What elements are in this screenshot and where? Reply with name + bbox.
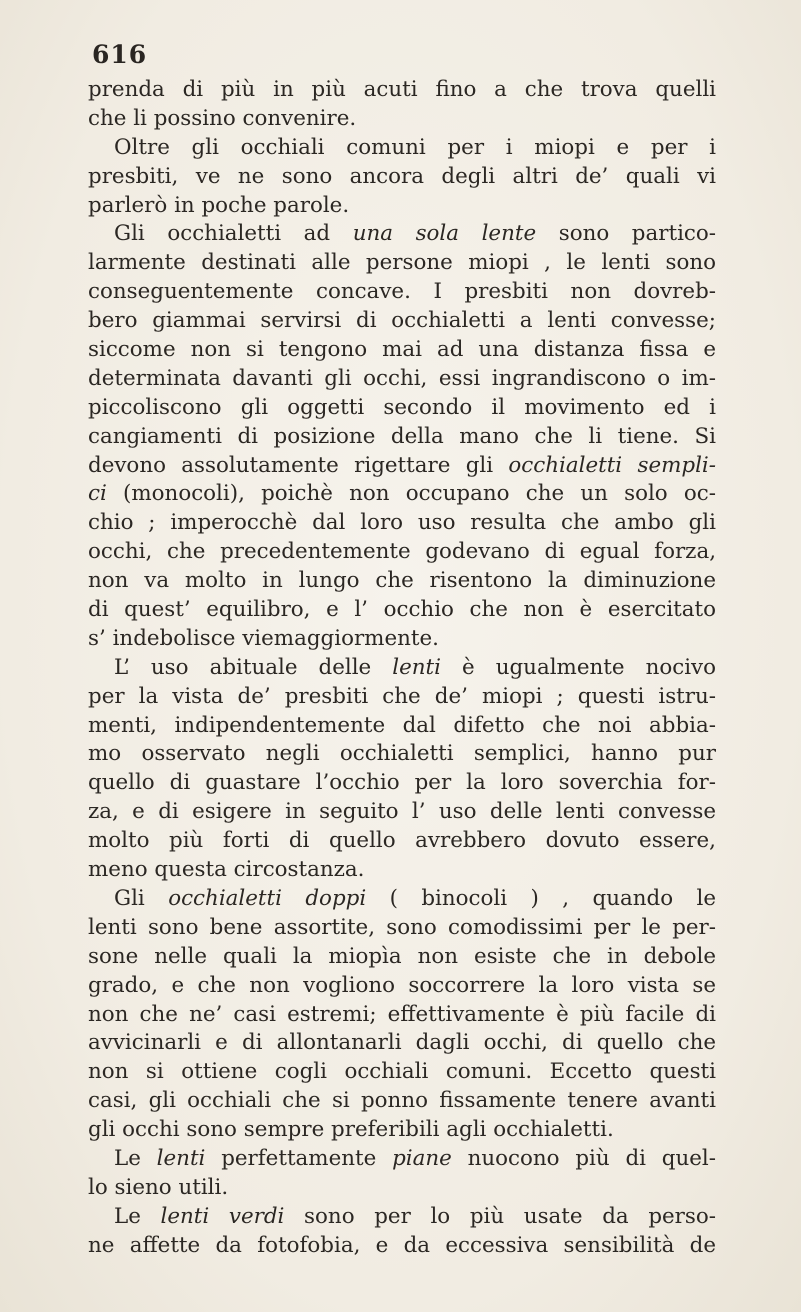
text-line	[88, 856, 716, 885]
text-line	[88, 423, 716, 452]
text-run: grado, e che non vogliono soccorrere la loro vista se	[88, 972, 716, 998]
text-line	[88, 885, 716, 914]
italic-text: occhialetti doppi	[168, 885, 367, 911]
text-line	[88, 1116, 716, 1145]
page-number: 616	[92, 40, 148, 69]
text-run: siccome non si tengono mai ad una distanza fissa e	[88, 337, 716, 363]
text-run: devono assolutamente rigettare gli	[88, 452, 509, 478]
text-run: determinata davanti gli occhi, essi ingrandiscono o im-	[88, 365, 716, 391]
text-line	[88, 452, 716, 481]
text-line	[88, 220, 716, 249]
text-line	[88, 249, 716, 278]
text-line	[88, 654, 716, 683]
text-line	[88, 509, 716, 538]
text-run: non si ottiene cogli occhiali comuni. Eccetto questi	[88, 1059, 716, 1085]
italic-text: ci	[88, 481, 107, 507]
text-run: avvicinarli e di allontanarli dagli occhi, di quello che	[88, 1030, 716, 1056]
text-run: ( binocoli ) , quando le	[366, 885, 716, 911]
text-run: lenti sono bene assortite, sono comodissimi per le per-	[88, 914, 716, 940]
text-line	[88, 365, 716, 394]
text-run: gli occhi sono sempre preferibili agli occhialetti.	[88, 1117, 614, 1143]
text-line	[88, 1087, 716, 1116]
italic-text: una sola lente	[352, 221, 537, 247]
italic-text: lenti verdi	[160, 1203, 285, 1229]
text-run: Oltre gli occhiali comuni per i miopi e per i	[114, 134, 716, 160]
text-run: mo osservato negli occhialetti semplici, hanno pur	[88, 741, 716, 767]
text-line	[88, 192, 716, 221]
text-run: bero giammai servirsi di occhialetti a lenti convesse;	[88, 308, 716, 334]
text-line	[88, 1174, 716, 1203]
text-run: occhi, che precedentemente godevano di egual forza,	[88, 539, 716, 565]
text-run: che li possino convenire.	[88, 105, 357, 131]
text-run: Le	[114, 1145, 157, 1171]
text-line	[88, 567, 716, 596]
text-run: non che ne’ casi estremi; effettivamente è più facile di	[88, 1001, 716, 1027]
text-run: L’ uso abituale delle	[114, 654, 393, 680]
text-run: non va molto in lungo che risentono la diminuzione	[88, 568, 716, 594]
text-run: menti, indipendentemente dal difetto che noi abbia-	[88, 712, 716, 738]
text-line	[88, 134, 716, 163]
text-run: di quest’ equilibro, e l’ occhio che non è esercitato	[88, 597, 716, 623]
text-line	[88, 336, 716, 365]
text-line	[88, 1203, 716, 1232]
italic-text: lenti	[156, 1145, 206, 1171]
text-line	[88, 1145, 716, 1174]
text-run: sono per lo più usate da perso-	[284, 1203, 716, 1229]
text-run: per la vista de’ presbiti che de’ miopi ; questi istru-	[88, 683, 716, 709]
body-text	[88, 76, 716, 1261]
text-run: Le	[114, 1203, 161, 1229]
text-run: ne affette da fotofobia, e da eccessiva sensibilità de	[88, 1232, 716, 1258]
text-run: lo sieno utili.	[88, 1174, 229, 1200]
text-run: s’ indebolisce viemaggiormente.	[88, 625, 439, 651]
text-line	[88, 278, 716, 307]
text-run: perfettamente	[205, 1145, 393, 1171]
text-line	[88, 1029, 716, 1058]
text-run: piccoliscono gli oggetti secondo il movimento ed i	[88, 394, 716, 420]
text-run: quello di guastare l’occhio per la loro soverchia for-	[88, 770, 716, 796]
text-line	[88, 740, 716, 769]
text-line	[88, 943, 716, 972]
text-run: molto più forti di quello avrebbero dovuto essere,	[88, 828, 716, 854]
text-run: Gli occhialetti ad	[114, 221, 353, 247]
text-line	[88, 1058, 716, 1087]
text-run: za, e di esigere in seguito l’ uso delle lenti convesse	[88, 799, 716, 825]
text-run: Gli	[114, 885, 169, 911]
text-line	[88, 596, 716, 625]
text-line	[88, 798, 716, 827]
text-run: casi, gli occhiali che si ponno fissamente tenere avanti	[88, 1088, 716, 1114]
italic-text: piane	[392, 1145, 452, 1171]
text-line	[88, 914, 716, 943]
text-line	[88, 394, 716, 423]
text-run: (monocoli), poichè non occupano che un solo oc-	[106, 481, 716, 507]
text-line	[88, 76, 716, 105]
text-run: parlerò in poche parole.	[88, 192, 350, 218]
text-run: meno questa circostanza.	[88, 857, 365, 883]
text-line	[88, 625, 716, 654]
text-line	[88, 480, 716, 509]
text-line	[88, 1001, 716, 1030]
text-run: presbiti, ve ne sono ancora degli altri de’ quali vi	[88, 163, 716, 189]
text-run: nuocono più di quel-	[451, 1145, 717, 1171]
text-line	[88, 683, 716, 712]
text-run: cangiamenti di posizione della mano che li tiene. Si	[88, 423, 716, 449]
text-run: sono partico-	[536, 221, 716, 247]
text-line	[88, 105, 716, 134]
text-run: prenda di più in più acuti fino a che trova quelli	[88, 77, 716, 102]
text-run: sone nelle quali la miopìa non esiste che in debole	[88, 943, 716, 969]
text-line	[88, 1232, 716, 1261]
text-run: larmente destinati alle persone miopi , le lenti sono	[88, 250, 716, 276]
italic-text: lenti	[392, 654, 441, 680]
text-run: chio ; imperocchè dal loro uso resulta che ambo gli	[88, 510, 716, 536]
text-run: è ugualmente nocivo	[440, 654, 717, 680]
text-line	[88, 972, 716, 1001]
text-line	[88, 307, 716, 336]
text-line	[88, 827, 716, 856]
text-line	[88, 538, 716, 567]
italic-text: occhialetti sempli-	[508, 452, 716, 478]
text-run: conseguentemente concave. I presbiti non dovreb-	[88, 279, 716, 305]
text-line	[88, 769, 716, 798]
text-line	[88, 712, 716, 741]
text-line	[88, 163, 716, 192]
